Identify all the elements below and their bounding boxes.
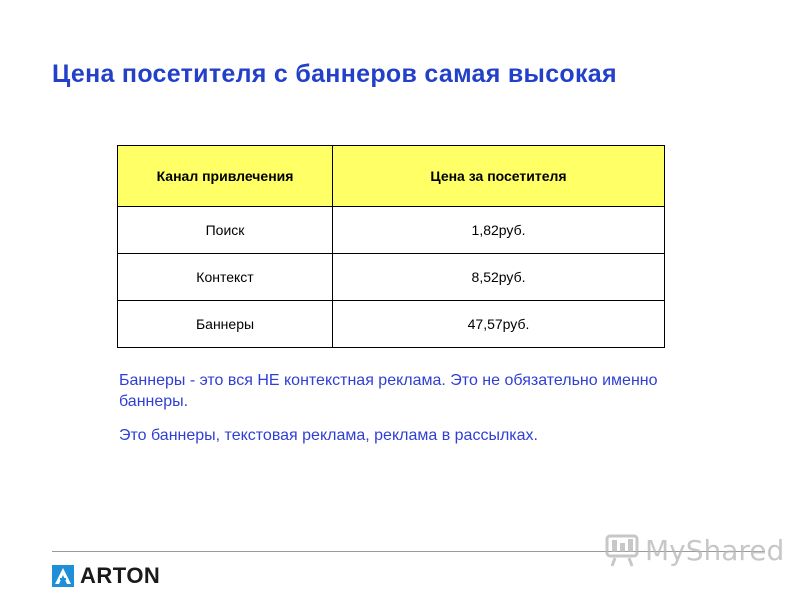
table-row — [118, 254, 665, 301]
watermark-text: MyShared — [645, 534, 785, 567]
cell-price: 47,57руб. — [333, 301, 665, 348]
cart-icon — [605, 534, 641, 568]
table-row — [118, 207, 665, 254]
table-header-row — [118, 146, 665, 207]
column-header-channel: Канал привлечения — [118, 146, 333, 207]
cell-price: 8,52руб. — [333, 254, 665, 301]
price-table — [117, 145, 665, 348]
arton-logo-icon — [52, 565, 74, 587]
logo-text: ARTON — [80, 563, 161, 588]
cell-channel: Поиск — [118, 207, 333, 254]
cell-channel: Контекст — [118, 254, 333, 301]
myshared-watermark — [605, 534, 784, 568]
column-header-price: Цена за посетителя — [333, 146, 665, 207]
cell-channel: Баннеры — [118, 301, 333, 348]
arton-logo — [52, 565, 160, 587]
note-definition: Баннеры - это вся НЕ контекстная реклама. Это не обязательно именно баннеры. — [119, 372, 658, 410]
note-examples: Это баннеры, текстовая реклама, реклама в рассылках. — [119, 427, 538, 444]
cell-price: 1,82руб. — [333, 207, 665, 254]
slide-title: Цена посетителя с баннеров самая высокая — [52, 60, 617, 88]
table-row — [118, 301, 665, 348]
